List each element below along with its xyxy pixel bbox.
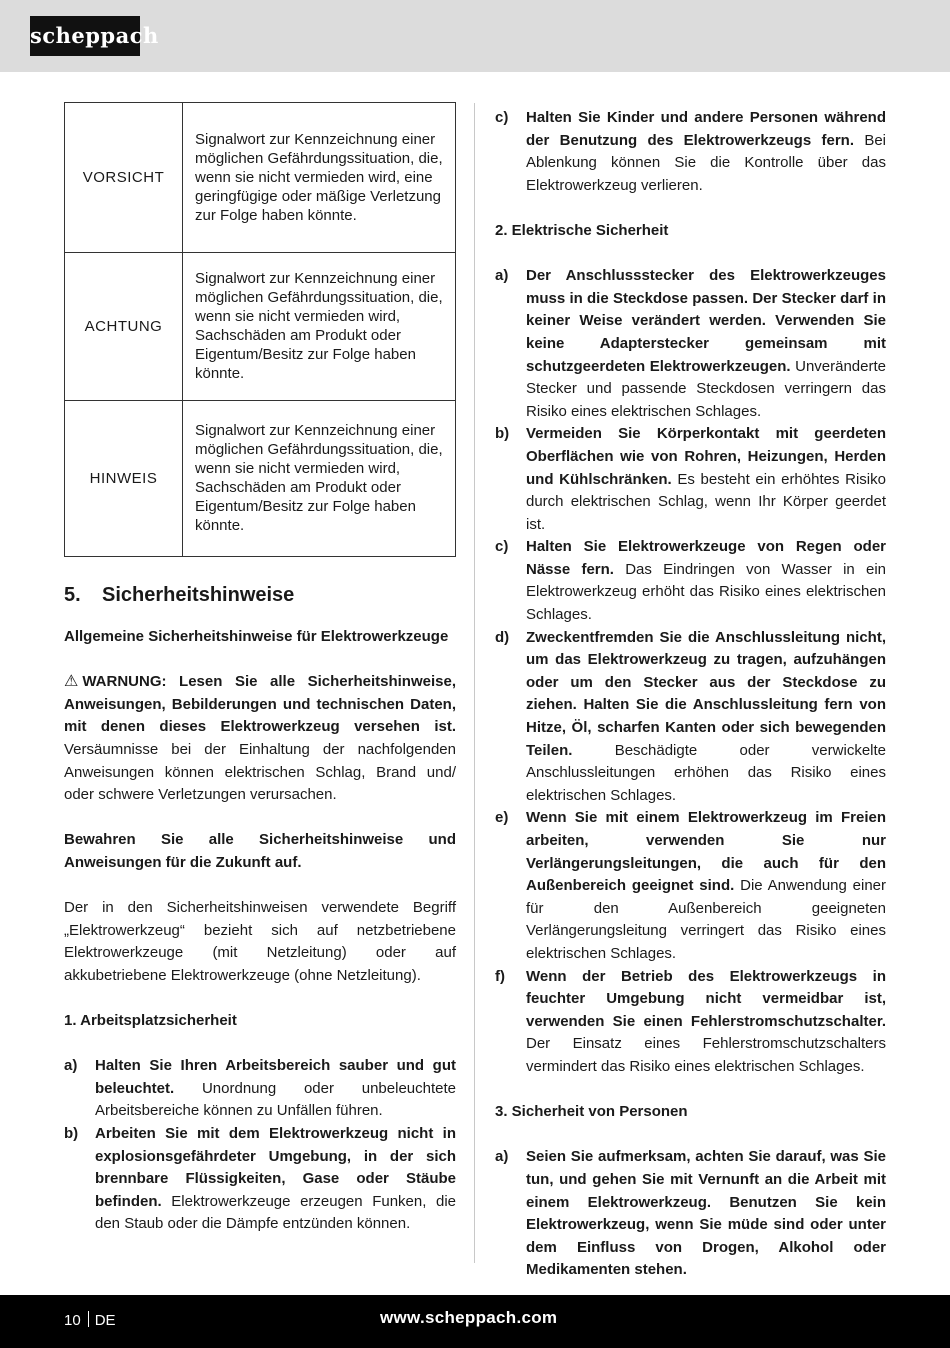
list-item: c) Halten Sie Kinder und andere Personen während der Benutzung des Elektrowerkzeugs fern. Bei Ablenkung können Sie die Kontrolle über das Elektrowerkzeug verlieren. xyxy=(495,109,887,194)
table-row xyxy=(65,401,456,557)
scheppach-logo: scheppach xyxy=(30,16,140,56)
column-divider xyxy=(474,103,475,1263)
signal-description: Signalwort zur Kennzeichnung einer möglichen Gefährdungssituation, die, wenn sie nicht vermieden wird, Sachschäden am Produkt oder Eigentum/Besitz zur Folge haben könnte. xyxy=(183,253,456,401)
signal-description: Signalwort zur Kennzeichnung einer möglichen Gefährdungssituation, die, wenn sie nicht vermieden wird, eine geringfügige oder mäßige Verletzung zur Folge haben könnte. xyxy=(183,103,456,253)
keep-instructions-text: Bewahren Sie alle Sicherheitshinweise und Anweisungen für die Zukunft auf. xyxy=(64,831,456,871)
list-item: c) Halten Sie Elektrowerkzeuge von Regen oder Nässe fern. Das Eindringen von Wasser in ein Elektrowerkzeug erhöht das Risiko eines elektrischen Schlages. xyxy=(495,538,887,624)
signal-word: VORSICHT xyxy=(65,103,183,253)
page-header xyxy=(0,0,950,72)
page-number: 10 DE xyxy=(64,1312,116,1329)
left-column xyxy=(64,578,456,1236)
list-item: a) Der Anschlussstecker des Elektrowerkzeuges muss in die Steckdose passen. Der Stecker darf in keiner Weise verändert werden. Verwenden Sie keine Adapterstecker gemeinsam mit schutzgeerdeten Elektrowerkzeugen. Unveränderte Stecker und passende Steckdosen verringern das Risiko eines elektrischen Schlages. xyxy=(495,267,886,420)
signal-word-table xyxy=(64,102,456,557)
list-item: d) Zweckentfremden Sie die Anschlussleitung nicht, um das Elektrowerkzeug zu tragen, aufzuhängen oder um den Stecker aus der Steckdose zu ziehen. Halten Sie die Anschlussleitung fern von Hitze, Öl, scharfen Kanten oder sich bewegenden Teilen. Beschädigte oder verwickelte Anschlussleitungen erhöhen das Risiko eines elektrischen Schlages. xyxy=(495,628,886,804)
table-row xyxy=(65,253,456,401)
table-row xyxy=(65,103,456,253)
list-item: e) Wenn Sie mit einem Elektrowerkzeug im Freien arbeiten, verwenden Sie nur Verlängerungsleitungen, die auch für den Außenbereich geeignet sind. Die Anwendung einer für den Außenbereich geeigneten Verlängerungsleitung verringert das Risiko eines elektrischen Schlages. xyxy=(495,809,886,962)
list-item: b) Arbeiten Sie mit dem Elektrowerkzeug nicht in explosionsgefährdeter Umgebung, in der sich brennbare Flüssigkeiten, Gase oder Stäube befinden. Elektrowerkzeuge erzeugen Funken, die den Staub oder die Dämpfe entzünden können. xyxy=(64,1125,456,1233)
right-column xyxy=(495,107,886,1282)
list-item: a) Seien Sie aufmerksam, achten Sie darauf, was Sie tun, und gehen Sie mit Vernunft an die Arbeit mit einem Elektrowerkzeug. Benutzen Sie kein Elektrowerkzeug, wenn Sie müde sind oder unter dem Einfluss von Drogen, Alkohol oder Medikamenten stehen. xyxy=(495,1148,886,1279)
section-heading: 5. Sicherheitshinweise xyxy=(64,584,295,606)
electrical-safety-heading: 2. Elektrische Sicherheit xyxy=(495,221,669,239)
term-definition-text: Der in den Sicherheitshinweisen verwendete Begriff „Elektrowerkzeug“ bezieht sich auf netzbetriebene Elektrowerkzeuge (mit Netzleitung) oder auf akkubetriebene Elektrowerkzeuge (ohne Netzleitung). xyxy=(64,899,456,984)
website-link[interactable]: www.scheppach.com xyxy=(380,1308,558,1327)
workplace-safety-heading: 1. Arbeitsplatzsicherheit xyxy=(64,1012,237,1030)
signal-word: HINWEIS xyxy=(65,401,183,557)
page-footer xyxy=(0,1295,950,1348)
list-item: b) Vermeiden Sie Körperkontakt mit geerdeten Oberflächen wie von Rohren, Heizungen, Herden und Kühlschränken. Es besteht ein erhöhtes Risiko durch elektrischen Schlag, wenn Ihr Körper geerdet ist. xyxy=(495,425,886,533)
list-item: f) Wenn der Betrieb des Elektrowerkzeugs in feuchter Umgebung nicht vermeidbar ist, verwenden Sie einen Fehlerstromschutzschalter. Der Einsatz eines Fehlerstromschutzschalters vermindert das Risiko eines elektrischen Schlages. xyxy=(495,967,886,1075)
warning-paragraph: ⚠ WARNUNG: Lesen Sie alle Sicherheitshinweise, Anweisungen, Bebilderungen und technischen Daten, mit denen dieses Elektrowerkzeug versehen ist. Versäumnisse bei der Einhaltung der nachfolgenden Anweisungen können elektrischen Schlag, Brand und/ oder schwere Verletzungen verursachen. xyxy=(64,673,456,804)
general-safety-heading: Allgemeine Sicherheitshinweise für Elektrowerkzeuge xyxy=(64,628,449,645)
personal-safety-heading: 3. Sicherheit von Personen xyxy=(495,1103,688,1121)
signal-word: ACHTUNG xyxy=(65,253,183,401)
signal-description: Signalwort zur Kennzeichnung einer möglichen Gefährdungssituation, die, wenn sie nicht vermieden wird, Sachschäden am Produkt oder Eigentum/Besitz zur Folge haben könnte. xyxy=(183,401,456,557)
list-item: a) Halten Sie Ihren Arbeitsbereich sauber und gut beleuchtet. Unordnung oder unbeleuchtete Arbeitsbereiche können zu Unfällen führen. xyxy=(64,1057,456,1120)
warning-triangle-icon: ⚠ xyxy=(64,673,79,691)
